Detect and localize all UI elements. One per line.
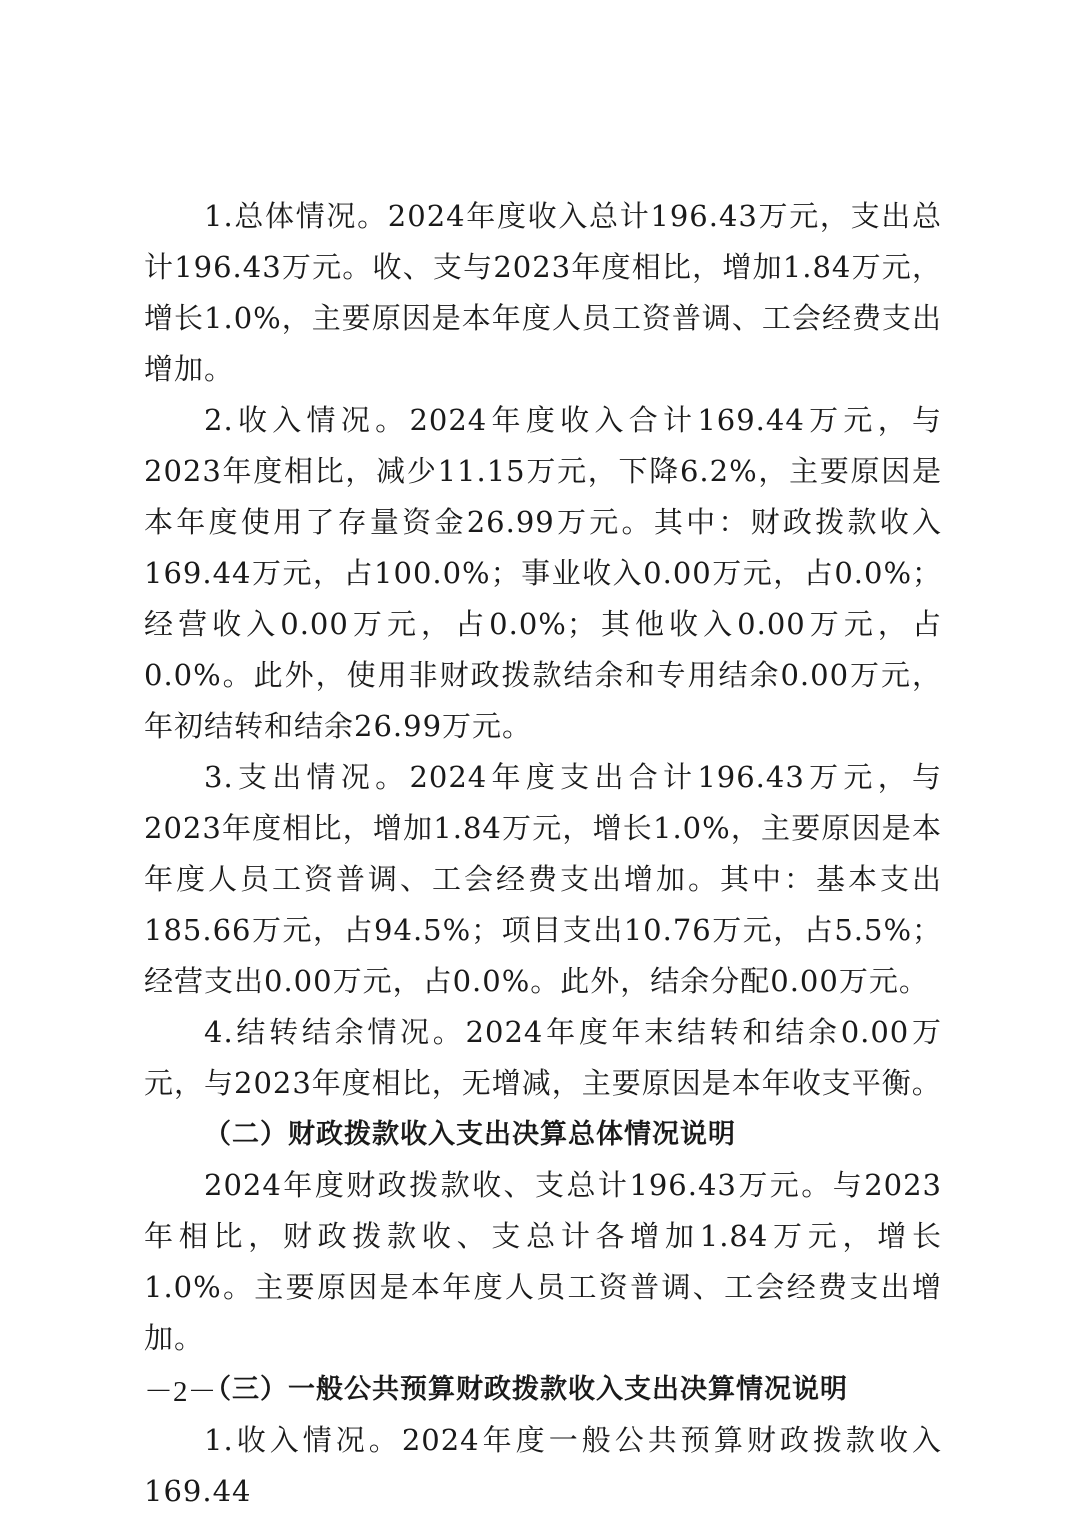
section-heading-general-public-budget: （三）一般公共预算财政拨款收入支出决算情况说明 (204, 1374, 848, 1405)
paragraph-carryover-balance: 4.结转结余情况。2024年度年末结转和结余0.00万元，与2023年度相比，无增减，主要原因是本年收支平衡。 (144, 1015, 942, 1100)
paragraph-income-situation: 2.收入情况。2024年度收入合计169.44万元，与2023年度相比，减少11.15万元，下降6.2%，主要原因是本年度使用了存量资金26.99万元。其中：财政拨款收入169.44万元，占100.0%；事业收入0.00万元，占0.0%；经营收入0.00万元，占0.0%；其他收入0.00万元，占0.0%。此外，使用非财政拨款结余和专用结余0.00万元，年初结转和结余26.99万元。 (144, 403, 942, 743)
paragraph-overall-situation: 1.总体情况。2024年度收入总计196.43万元，支出总计196.43万元。收、支与2023年度相比，增加1.84万元，增长1.0%，主要原因是本年度人员工资普调、工会经费支出增加。 (144, 199, 942, 386)
paragraph-fiscal-appropriation-summary: 2024年度财政拨款收、支总计196.43万元。与2023年相比，财政拨款收、支总计各增加1.84万元，增长1.0%。主要原因是本年度人员工资普调、工会经费支出增加。 (144, 1168, 942, 1355)
document-body (144, 191, 942, 1517)
page-number: －2－ (144, 1376, 217, 1408)
section-heading-fiscal-appropriation: （二）财政拨款收入支出决算总体情况说明 (204, 1119, 736, 1150)
paragraph-expenditure-situation: 3.支出情况。2024年度支出合计196.43万元，与2023年度相比，增加1.84万元，增长1.0%，主要原因是本年度人员工资普调、工会经费支出增加。其中：基本支出185.66万元，占94.5%；项目支出10.76万元，占5.5%；经营支出0.00万元，占0.0%。此外，结余分配0.00万元。 (144, 760, 942, 998)
paragraph-general-budget-income: 1.收入情况。2024年度一般公共预算财政拨款收入169.44 (144, 1423, 942, 1508)
